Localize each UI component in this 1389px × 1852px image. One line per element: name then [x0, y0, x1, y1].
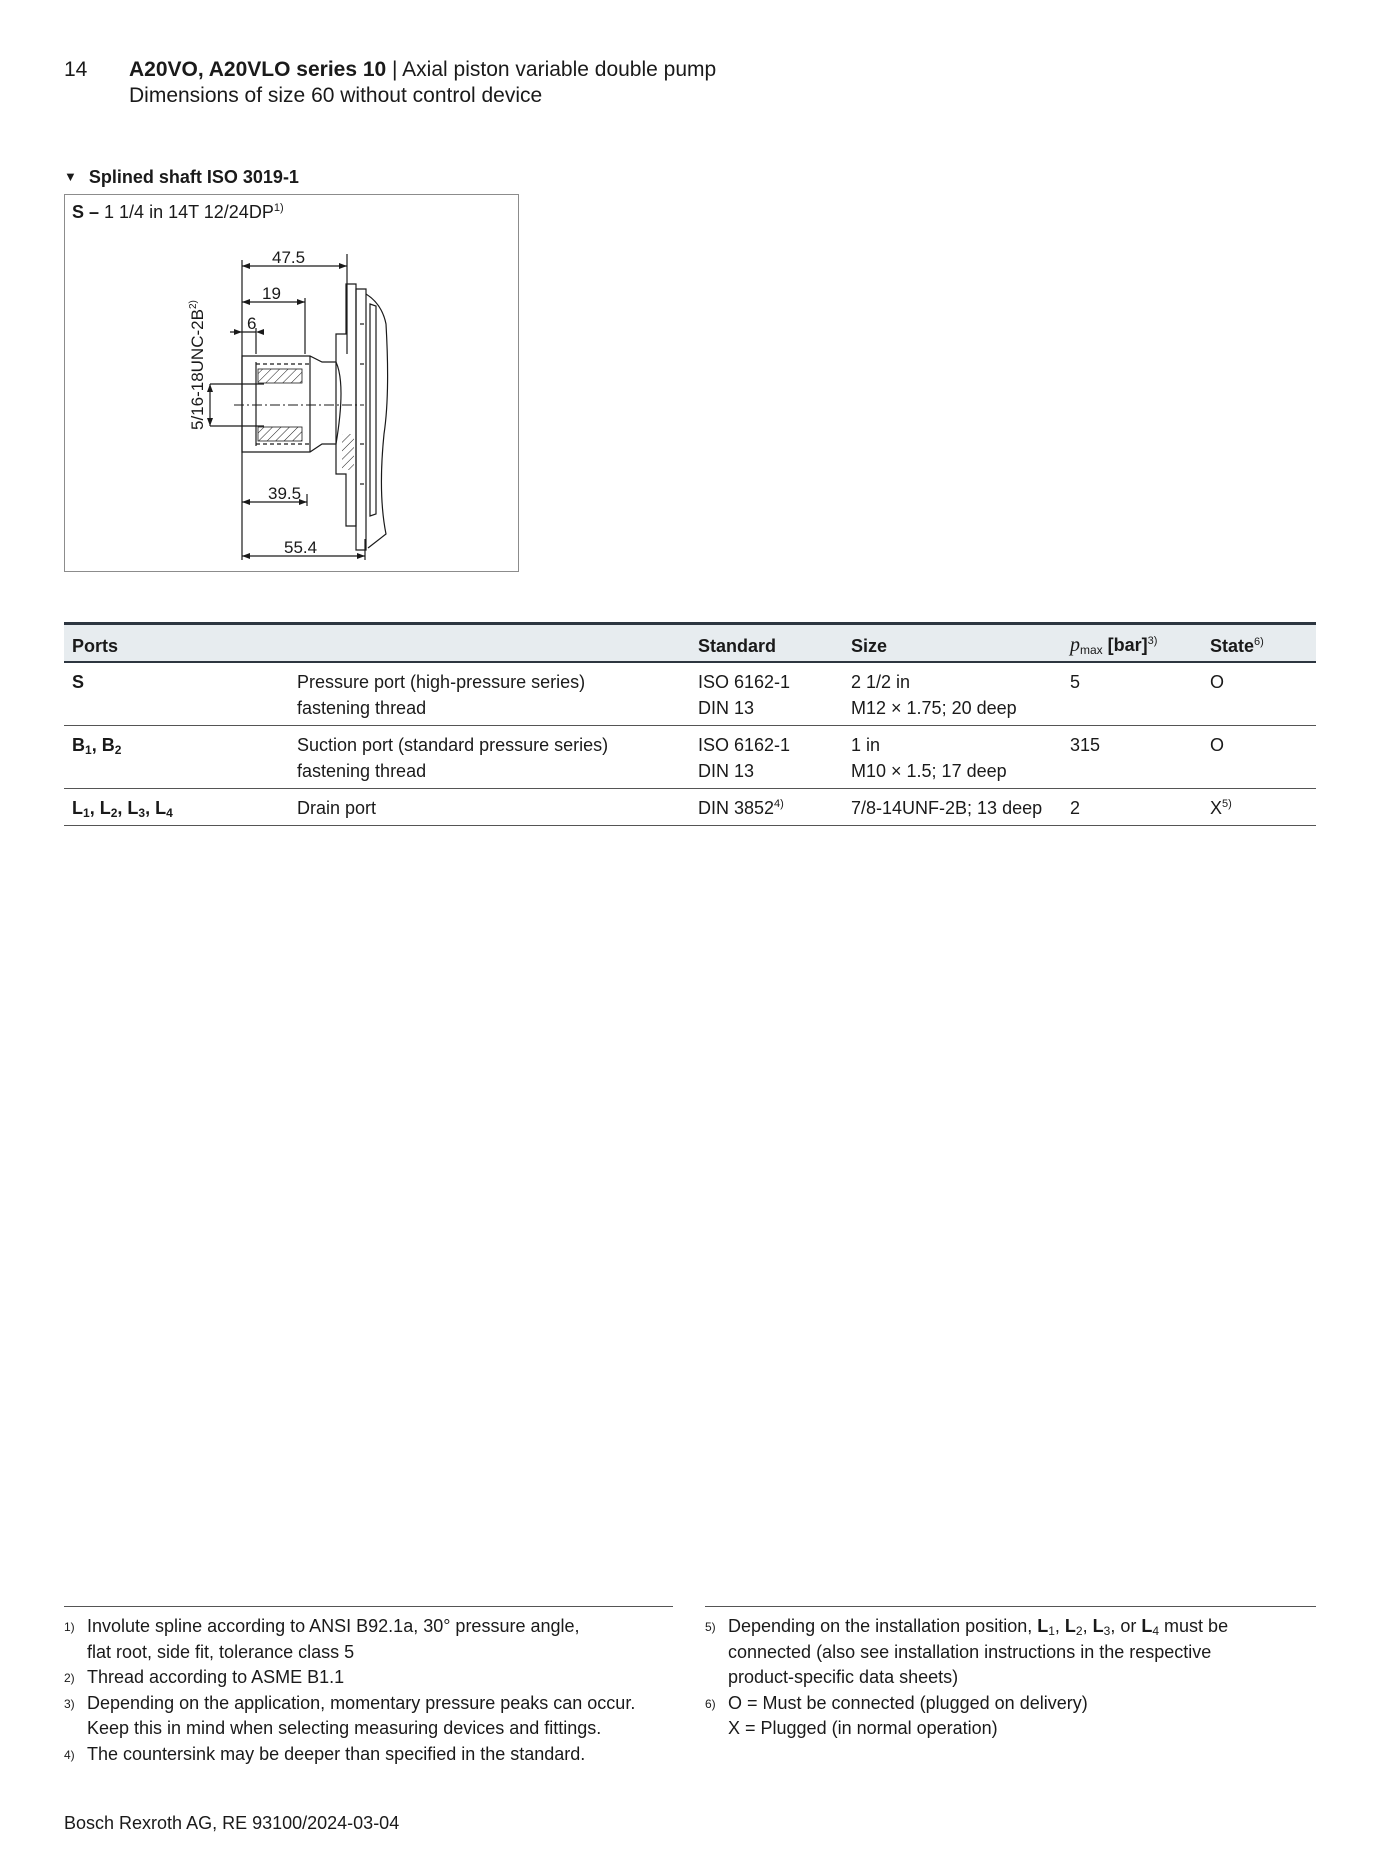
footnote-marker: 1)	[64, 1620, 75, 1634]
state-label: State	[1210, 636, 1255, 656]
footnote-marker: 6)	[705, 1696, 716, 1711]
port-subscript: 4	[166, 806, 173, 820]
port-state: O	[1202, 662, 1316, 726]
footnote-text: Depending on the installation position,	[728, 1616, 1038, 1636]
footnote-2	[64, 1665, 684, 1691]
footnote-rule-right	[705, 1606, 1316, 1607]
size-line-2: M10 × 1.5; 17 deep	[851, 761, 1007, 781]
port-letter: B	[72, 735, 85, 755]
desc-line-1: Suction port (standard pressure series)	[297, 735, 609, 755]
footnote-marker: 5)	[705, 1620, 716, 1634]
table-row	[64, 789, 1316, 826]
footnote-line: The countersink may be deeper than specified in the standard.	[87, 1743, 586, 1764]
dim-19: 19	[262, 284, 281, 303]
footnotes-right	[705, 1614, 1325, 1742]
footnote-line: X = Plugged (in normal operation)	[728, 1718, 998, 1738]
dim-47-5: 47.5	[272, 248, 306, 267]
drawing-label-note: 1)	[273, 202, 284, 214]
footnote-rule-left	[64, 1606, 673, 1607]
footnote-line: Thread according to ASME B1.1	[87, 1667, 345, 1687]
header-ports: Ports	[64, 624, 690, 663]
footnote-text: or	[1120, 1616, 1137, 1636]
footnote-marker: 2)	[64, 1671, 75, 1685]
footnote-line: Keep this in mind when selecting measuring devices and fittings.	[87, 1718, 602, 1738]
table-row	[64, 662, 1316, 726]
header-state	[1202, 624, 1316, 663]
section-heading[interactable]	[64, 167, 299, 188]
port-name: $B_1$, $B_2$	[64, 726, 289, 789]
thread-note: 2)	[188, 300, 199, 310]
size-line-1: 2 1/2 in	[851, 672, 911, 692]
port-subscript: 3	[1103, 1624, 1111, 1638]
pmax-symbol: p	[1070, 634, 1080, 656]
page-footer: Bosch Rexroth AG, RE 93100/2024-03-04	[64, 1813, 400, 1833]
dim-55-4: 55.4	[284, 538, 318, 557]
page-number: 14	[64, 58, 88, 81]
state-note: 6)	[1254, 636, 1264, 648]
desc-line-1: Pressure port (high-pressure series)	[297, 672, 586, 692]
desc-line-2: fastening thread	[297, 761, 427, 781]
port-pmax: 315	[1062, 726, 1202, 789]
footnote-3	[64, 1691, 684, 1742]
footnote-line: product-specific data sheets)	[728, 1667, 959, 1687]
series-title: A20VO, A20VLO series 10	[129, 58, 387, 81]
footnote-line: flat root, side fit, tolerance class 5	[87, 1641, 355, 1662]
std-line-2: DIN 13	[698, 761, 755, 781]
port-letter: L	[72, 798, 83, 818]
port-subscript: 1	[83, 806, 90, 820]
header-pmax	[1062, 624, 1202, 663]
footnote-line: Involute spline according to ANSI B92.1a, 30° pressure angle,	[87, 1616, 580, 1636]
port-state	[1202, 789, 1316, 826]
footnote-text: must be	[1159, 1616, 1229, 1636]
dim-6: 6	[247, 314, 257, 333]
size-line-1: 1 in	[851, 735, 881, 755]
drawing-label-text: 1 1/4 in 14T 12/24DP	[99, 202, 274, 222]
footnote-5	[705, 1614, 1325, 1691]
footnote-line: connected (also see installation instructions in the respective	[728, 1641, 1212, 1662]
port-name: $L_1$, $L_2$, $L_3$, $L_4$	[64, 789, 289, 826]
footnote-4	[64, 1742, 684, 1768]
product-name: Axial piston variable double pump	[402, 58, 717, 81]
dim-39-5: 39.5	[268, 484, 302, 503]
port-state: O	[1202, 726, 1316, 789]
port-subscript: 1	[1048, 1624, 1055, 1638]
pmax-note: 3)	[1147, 635, 1158, 647]
thread-spec: 5/16-18UNC-2B	[188, 309, 207, 430]
port-size: 7/8-14UNF-2B; 13 deep	[843, 789, 1062, 826]
size-line-2: M12 × 1.75; 20 deep	[851, 698, 1017, 718]
port-letter: L	[127, 798, 139, 818]
header-subtitle: Dimensions of size 60 without control device	[129, 84, 543, 107]
port-name: S	[64, 662, 289, 726]
port-letter: L	[1141, 1616, 1153, 1636]
port-letter: L	[155, 798, 167, 818]
header-title	[129, 58, 716, 82]
desc-line-2: fastening thread	[297, 698, 427, 718]
pmax-unit: [bar]	[1102, 635, 1148, 655]
port-size	[843, 726, 1062, 789]
port-standard	[690, 789, 843, 826]
header-size: Size	[843, 624, 1062, 663]
std-line-1: ISO 6162-1	[698, 735, 791, 755]
port-standard	[690, 726, 843, 789]
port-letter: L	[99, 798, 111, 818]
port-letter: L	[1037, 1616, 1049, 1636]
port-subscript: 2	[114, 743, 122, 757]
port-letter: B	[101, 735, 115, 755]
table-header-row	[64, 624, 1316, 663]
port-letter: L	[1064, 1616, 1076, 1636]
section-title: Splined shaft ISO 3019-1	[88, 167, 299, 187]
footnotes-left	[64, 1614, 684, 1767]
port-subscript: 1	[85, 743, 92, 757]
port-size	[843, 662, 1062, 726]
footnote-line: O = Must be connected (plugged on delivery)	[728, 1692, 1088, 1713]
footnote-1	[64, 1614, 684, 1665]
port-description: Drain port	[289, 789, 690, 826]
port-pmax: 2	[1062, 789, 1202, 826]
header-standard: Standard	[690, 624, 843, 663]
port-subscript: 4	[1152, 1624, 1160, 1638]
ports-table	[64, 622, 1316, 826]
dim-thread	[188, 300, 207, 430]
drawing-label-code: S –	[72, 202, 100, 222]
table-row	[64, 726, 1316, 789]
footnote-6	[705, 1691, 1325, 1742]
port-description	[289, 726, 690, 789]
collapse-triangle-icon[interactable]: ▼	[64, 169, 77, 184]
std-line-1: DIN 3852	[698, 798, 775, 818]
state-value: X	[1210, 798, 1223, 818]
footnote-marker: 3)	[64, 1696, 75, 1711]
footnote-line: Depending on the application, momentary pressure peaks can occur.	[87, 1692, 636, 1713]
port-pmax: 5	[1062, 662, 1202, 726]
state-note: 5)	[1222, 798, 1232, 810]
std-note: 4)	[774, 798, 784, 810]
port-subscript: 2	[110, 806, 118, 820]
footnote-line: Depending on the installation position, $L_1$, $L_2$, $L_3$, or $L_4$ must be	[728, 1616, 1229, 1638]
port-letter: L	[1092, 1616, 1104, 1636]
footnote-marker: 4)	[64, 1747, 75, 1762]
pmax-subscript: max	[1080, 643, 1103, 657]
port-standard	[690, 662, 843, 726]
header-separator: |	[386, 58, 403, 81]
std-line-1: ISO 6162-1	[698, 672, 791, 692]
port-subscript: 2	[1075, 1624, 1083, 1638]
std-line-2: DIN 13	[698, 698, 755, 718]
port-subscript: 3	[138, 806, 146, 820]
port-description	[289, 662, 690, 726]
shaft-drawing	[64, 194, 519, 572]
